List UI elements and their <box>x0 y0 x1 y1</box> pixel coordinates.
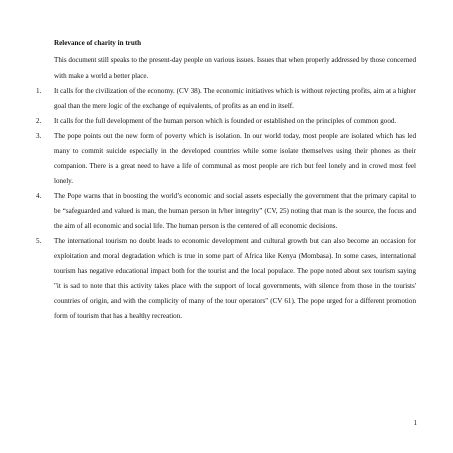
list-item <box>36 84 416 114</box>
list-item <box>36 234 416 324</box>
list-item-text: The Pope warns that in boosting the world’s economic and social assets especially the government that the primary capital to be “safeguarded and valued is man, the human person in h/her integrity” (CV, 25) noting that man is the source, the focus and the aim of all economic and social life. The human person is the centered of all economic decisions. <box>54 192 416 230</box>
list-item-number: 5. <box>36 237 42 245</box>
list-item <box>36 114 416 129</box>
numbered-list <box>36 84 416 324</box>
list-item <box>36 129 416 189</box>
list-item-number: 4. <box>36 192 42 200</box>
list-item <box>36 189 416 234</box>
list-item-text: It calls for the full development of the human person which is founded or established on the principles of common good. <box>54 117 397 125</box>
list-item-text: The pope points out the new form of poverty which is isolation. In our world today, most people are isolated which has led many to commit suicide especially in the developed countries while some isolate themselves using their phones as their companion. There is a great need to have a life of communal as most people are rich but feel lonely and in crowd most feel lonely. <box>54 132 416 185</box>
list-item-text: The international tourism no doubt leads to economic development and cultural growth but can also become an occasion for exploitation and moral degradation which is true in some part of Africa like Kenya (Mombasa). In some cases, international tourism has negative educational impact both for the tourist and the local populace. The pope noted about sex tourism saying "it is sad to note that this activity takes place with the support of local governments, with silence from those in the tourists' countries of origin, and with the complicity of many of the tour operators" (CV 61). The pope urged for a different promotion form of tourism that has a healthy recreation. <box>54 237 416 320</box>
section-heading: Relevance of charity in truth <box>54 39 142 47</box>
intro-paragraph: This document still speaks to the present-day people on various issues. Issues that when properly addressed by those concerned with make a world a better place. <box>54 56 416 80</box>
page-number: 1 <box>413 419 417 427</box>
list-item-number: 1. <box>36 87 42 95</box>
document-body <box>36 36 416 324</box>
list-item-number: 2. <box>36 117 42 125</box>
list-item-number: 3. <box>36 132 42 140</box>
list-item-text: It calls for the civilization of the economy. (CV 38). The economic initiatives which is without rejecting profits, aim at a higher goal than the mere logic of the exchange of equivalents, of profits as an end in itself. <box>54 87 416 110</box>
